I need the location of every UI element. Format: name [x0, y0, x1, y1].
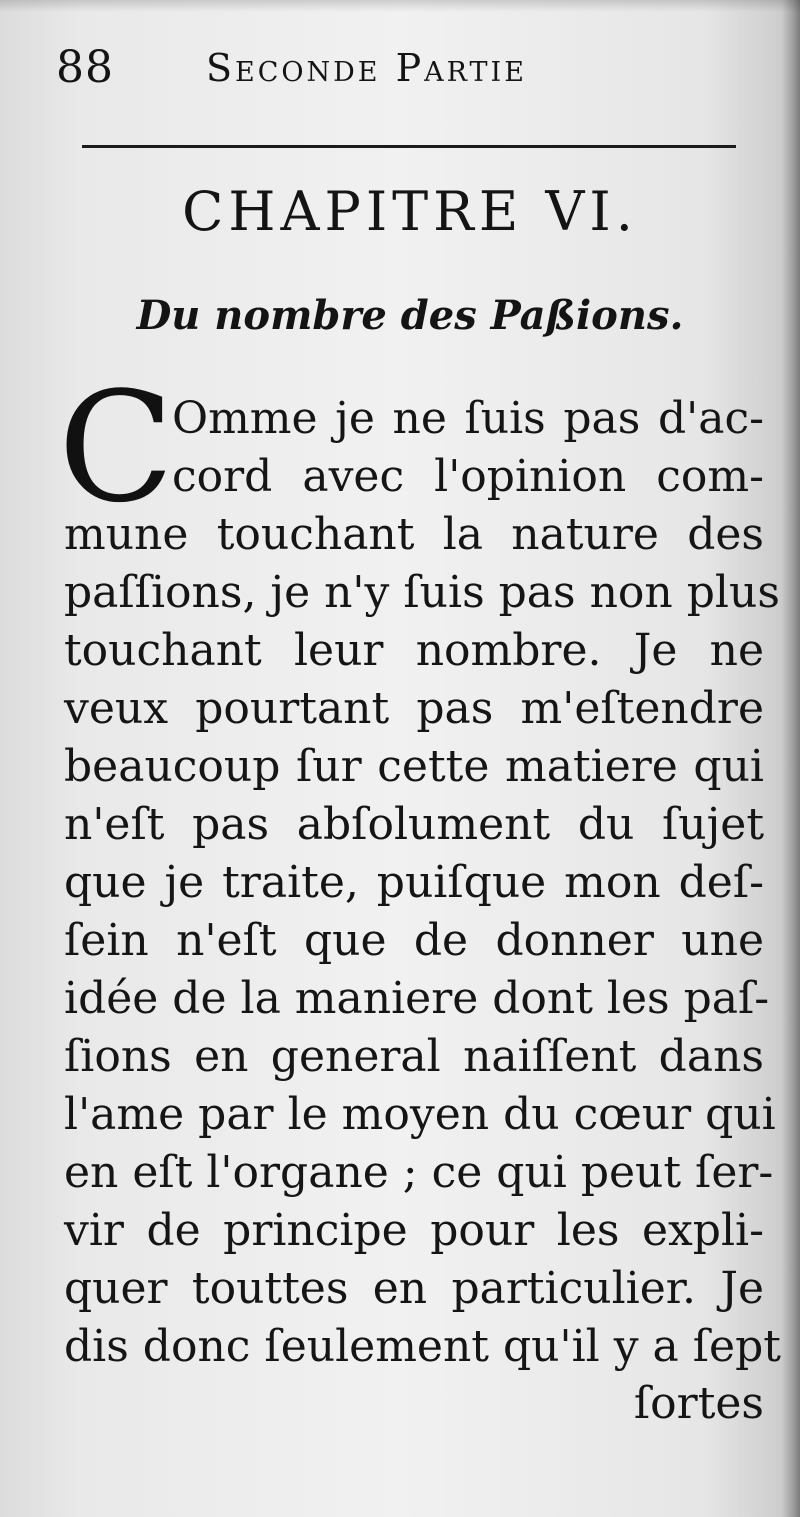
text-line: Omme je ne ſuis pas d'ac- [172, 393, 764, 444]
running-head: Seconde Partie [206, 46, 527, 90]
text-line: cord avec l'opinion com- [172, 451, 764, 502]
text-line: ſions en general naiſſent dans [64, 1031, 764, 1082]
chapter-title: CHAPITRE VI. [182, 180, 638, 243]
header-rule [82, 145, 736, 148]
text-line: que je traite, puiſque mon deſ- [64, 857, 764, 908]
text-line: en eſt l'organe ; ce qui peut ſer- [64, 1147, 774, 1198]
catchword: ſortes [633, 1378, 764, 1429]
drop-cap: C [58, 359, 175, 536]
text-line: ſein n'eſt que de donner une [64, 915, 764, 966]
text-line: idée de la maniere dont les paſ- [64, 973, 770, 1024]
text-line: veux pourtant pas m'eſtendre [64, 683, 764, 734]
text-line: paſſions, je n'y ſuis pas non plus [64, 567, 780, 618]
page-top-shadow [0, 0, 800, 12]
text-line: dis donc ſeulement qu'il y a ſept [64, 1321, 781, 1372]
text-line: vir de principe pour les expli- [64, 1205, 764, 1256]
text-line: mune touchant la nature des [64, 509, 764, 560]
page-number: 88 [56, 42, 114, 93]
page-gutter-shadow [782, 0, 800, 1517]
text-line: quer touttes en particulier. Je [64, 1263, 764, 1314]
text-line: l'ame par le moyen du cœur qui [64, 1089, 776, 1140]
text-line: n'eſt pas abſolument du ſujet [64, 799, 764, 850]
chapter-subtitle: Du nombre des Paßions. [136, 292, 684, 339]
page-header [56, 38, 756, 98]
text-line: touchant leur nombre. Je ne [64, 625, 764, 676]
text-line: beaucoup ſur cette matiere qui [64, 741, 764, 792]
